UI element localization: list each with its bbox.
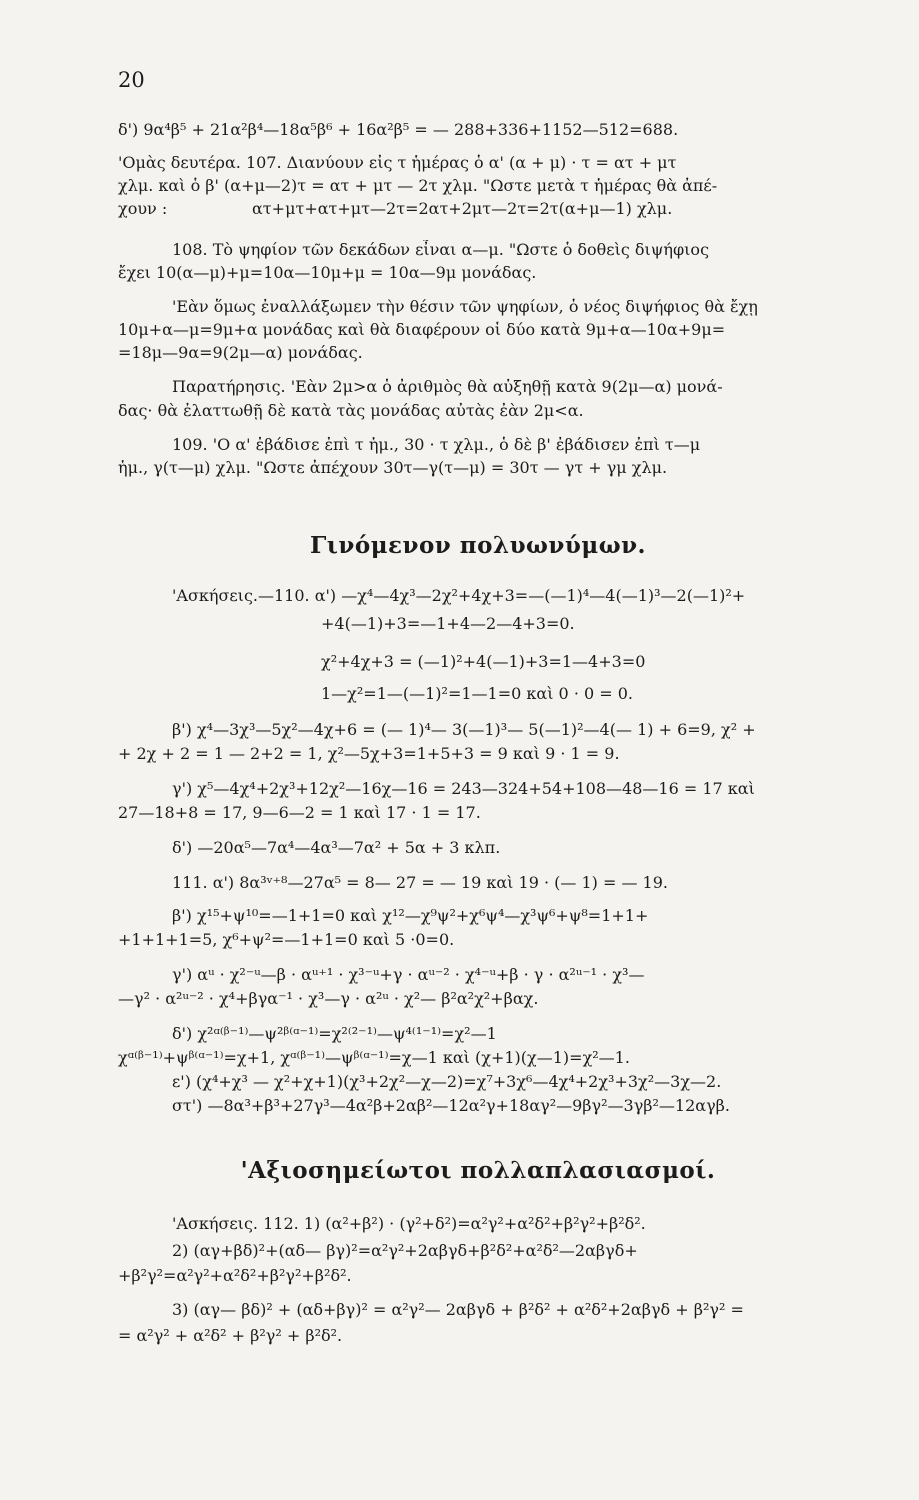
text-line: στ') —8α³+β³+27γ³—4α²β+2αβ²—12α²γ+18αγ²—9βγ²—3γβ²—12αγβ. <box>172 1096 730 1115</box>
text-line: ἔχει 10(α—μ)+μ=10α—10μ+μ = 10α—9μ μονάδας. <box>118 263 537 282</box>
text-line: δ') —20α⁵—7α⁴—4α³—7α² + 5α + 3 κλπ. <box>172 838 501 857</box>
text-line: 'Ασκήσεις.—110. α') —χ⁴—4χ³—2χ²+4χ+3=—(—1)⁴—4(—1)³—2(—1)²+ <box>172 586 746 605</box>
text-line: χουν : <box>118 199 168 218</box>
text-line: ἡμ., γ(τ—μ) χλμ. "Ωστε ἀπέχουν 30τ—γ(τ—μ) = 30τ — γτ + γμ χλμ. <box>118 458 668 477</box>
text-line: —γ² · α²ᵘ⁻² · χ⁴+βγα⁻¹ · χ³—γ · α²ᵘ · χ²— β²α²χ²+βαχ. <box>118 989 539 1008</box>
text-line: 'Ασκήσεις. 112. 1) (α²+β²) · (γ²+δ²)=α²γ²+α²δ²+β²γ²+β²δ². <box>172 1214 646 1233</box>
text-line: γ') χ⁵—4χ⁴+2χ³+12χ²—16χ—16 = 243—324+54+108—48—16 = 17 καὶ <box>172 779 755 798</box>
text-line: δ') χ²ᵅ⁽ᵝ⁻¹⁾—ψ²ᵝ⁽ᵅ⁻¹⁾=χ²⁽²⁻¹⁾—ψ⁴⁽¹⁻¹⁾=χ²—1 <box>172 1024 497 1043</box>
page-number: 20 <box>118 68 145 92</box>
text-line: 10μ+α—μ=9μ+α μονάδας καὶ θὰ διαφέρουν οἱ δύο κατὰ 9μ+α—10α+9μ= <box>118 320 726 339</box>
text-line: γ') αᵘ · χ²⁻ᵘ—β · αᵘ⁺¹ · χ³⁻ᵘ+γ · αᵘ⁻² · χ⁴⁻ᵘ+β · γ · α²ᵘ⁻¹ · χ³— <box>172 965 645 984</box>
text-line: 2) (αγ+βδ)²+(αδ— βγ)²=α²γ²+2αβγδ+β²δ²+α²δ²—2αβγδ+ <box>172 1241 638 1260</box>
text-line: 27—18+8 = 17, 9—6—2 = 1 καὶ 17 · 1 = 17. <box>118 803 481 822</box>
text-line: Παρατήρησις. 'Εὰν 2μ>α ὁ ἀριθμὸς θὰ αὐξηθῇ κατὰ 9(2μ—α) μονά- <box>172 377 723 396</box>
text-line: + 2χ + 2 = 1 — 2+2 = 1, χ²—5χ+3=1+5+3 = 9 καὶ 9 · 1 = 9. <box>118 744 620 763</box>
text-line: 108. Τὸ ψηφίον τῶν δεκάδων εἶναι α—μ. "Ωστε ὁ δοθεὶς διψήφιος <box>172 240 710 259</box>
text-line: ατ+μτ+ατ+μτ—2τ=2ατ+2μτ—2τ=2τ(α+μ—1) χλμ. <box>252 199 673 218</box>
text-line: +1+1+1=5, χ⁶+ψ²=—1+1=0 καὶ 5 ·0=0. <box>118 930 455 949</box>
text-line: 'Ομὰς δευτέρα. 107. Διανύουν εἰς τ ἡμέρας ὁ α' (α + μ) · τ = ατ + μτ <box>118 153 677 172</box>
section-heading: 'Αξιοσημείωτοι πολλαπλασιασμοί. <box>240 1157 716 1184</box>
text-line: =18μ—9α=9(2μ—α) μονάδας. <box>118 343 363 362</box>
text-line: β') χ⁴—3χ³—5χ²—4χ+6 = (— 1)⁴— 3(—1)³— 5(—1)²—4(— 1) + 6=9, χ² + <box>172 720 756 739</box>
text-line: 111. α') 8α³ᵛ⁺⁸—27α⁵ = 8— 27 = — 19 καὶ 19 · (— 1) = — 19. <box>172 873 668 892</box>
text-line: +β²γ²=α²γ²+α²δ²+β²γ²+β²δ². <box>118 1266 352 1285</box>
text-line: χλμ. καὶ ὁ β' (α+μ—2)τ = ατ + μτ — 2τ χλμ. "Ωστε μετὰ τ ἡμέρας θὰ ἀπέ- <box>118 176 718 195</box>
text-line: δας· θὰ ἐλαττωθῇ δὲ κατὰ τὰς μονάδας αὐτὰς ἐὰν 2μ<α. <box>118 401 584 420</box>
text-line: 109. 'Ο α' ἐβάδισε ἐπὶ τ ἡμ., 30 · τ χλμ., ὁ δὲ β' ἐβάδισεν ἐπὶ τ—μ <box>172 435 701 454</box>
text-line: 'Εὰν ὅμως ἐναλλάξωμεν τὴν θέσιν τῶν ψηφίων, ὁ νέος διψήφιος θὰ ἔχῃ <box>172 297 758 316</box>
text-line: δ') 9α⁴β⁵ + 21α²β⁴—18α⁵β⁶ + 16α²β⁵ = — 288+336+1152—512=688. <box>118 120 679 139</box>
text-line: = α²γ² + α²δ² + β²γ² + β²δ². <box>118 1326 343 1345</box>
text-line: χ²+4χ+3 = (—1)²+4(—1)+3=1—4+3=0 <box>321 652 646 671</box>
section-heading: Γινόμενον πολυωνύμων. <box>309 532 647 559</box>
text-line: +4(—1)+3=—1+4—2—4+3=0. <box>321 614 575 633</box>
text-line: χᵅ⁽ᵝ⁻¹⁾+ψᵝ⁽ᵅ⁻¹⁾=χ+1, χᵅ⁽ᵝ⁻¹⁾—ψᵝ⁽ᵅ⁻¹⁾=χ—1 καὶ (χ+1)(χ—1)=χ²—1. <box>118 1048 630 1067</box>
text-line: ε') (χ⁴+χ³ — χ²+χ+1)(χ³+2χ²—χ—2)=χ⁷+3χ⁶—4χ⁴+2χ³+3χ²—3χ—2. <box>172 1072 722 1091</box>
text-line: β') χ¹⁵+ψ¹⁰=—1+1=0 καὶ χ¹²—χ⁹ψ²+χ⁶ψ⁴—χ³ψ⁶+ψ⁸=1+1+ <box>172 906 649 925</box>
text-line: 3) (αγ— βδ)² + (αδ+βγ)² = α²γ²— 2αβγδ + β²δ² + α²δ²+2αβγδ + β²γ² = <box>172 1300 744 1319</box>
text-line: 1—χ²=1—(—1)²=1—1=0 καὶ 0 · 0 = 0. <box>321 684 634 703</box>
